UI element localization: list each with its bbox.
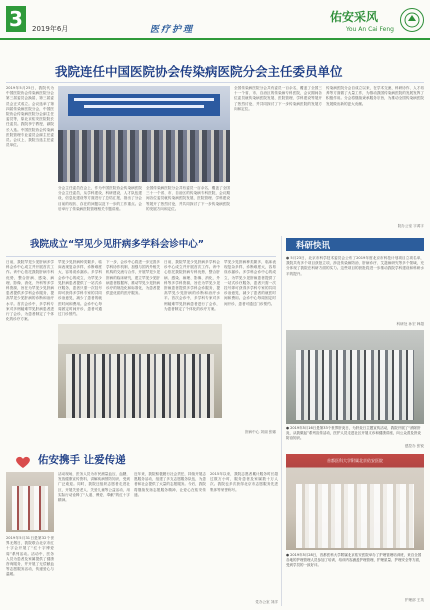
headline-divider xyxy=(6,82,424,83)
main-article-col5: 传染病医院分会自成立以来，在学术交流、科研协作、人才培养等方面做了大量工作，为推动我国传染病医院的发展发挥了积极作用。分会将继续秉承服务宗旨，为推动全国传染病医院发展做出新的更大贡献。 xyxy=(326,86,424,106)
main-article-headline: 我院连任中国医院协会传染病医院分会主任委员单位 xyxy=(55,64,343,79)
main-article-col2: 分会主任委员在会上，作为中国医院协会传染病医院分会主任委员，从学科建设，科研建设，人才队伍建设，信息化建设等方面进行了总结汇报，指出了分会目前的现状、存在的问题以及下一步的工作重点。会后举行了传染病医院管理相关专题讲座。 xyxy=(58,186,142,211)
science-news-item3-signature: 护理部 王英 xyxy=(404,598,424,602)
youan-article-col3: 近年来，我院积极履行社会责任，持续开展志愿服务活动，组建了多支志愿服务队伍，为患者和社会提供了大量的志愿服务。今后，我院将继续发扬志愿服务精神，让爱心在佑安传递。 xyxy=(134,472,206,497)
column-separator xyxy=(281,236,282,606)
science-news-item2-signature: 感控办 张锐 xyxy=(404,444,424,448)
main-article-col3: 全国传染病医院分会共有委员一百余名，覆盖了全国三十一个省、市、自治区的传染病专科医院，会议期间各位委员就传染病医院发展、医院管理、学科建设等展开了热烈讨论，并共同探讨了下一步传染病医院的发展方向和定位。 xyxy=(146,186,230,211)
volunteer-photo xyxy=(6,472,54,532)
hepatic-article-signature: 肝病中心 刘丽 张娜 xyxy=(244,430,276,434)
science-news-title: 科研快讯 xyxy=(296,241,331,251)
main-article-signature: 院办公室 宇鸿宇 xyxy=(397,224,424,228)
page-number: 3 xyxy=(6,6,26,32)
hepatic-article-headline: 我院成立“罕见少见肝病多学科会诊中心” xyxy=(30,239,204,250)
main-article-col4: 全国传染病医院分会共有委员一百余名，覆盖了全国三十一个省、市、自治区的传染病专科医院，会议期间各位委员就传染病医院发展、医院管理、学科建设等展开了热烈讨论，并共同探讨了下一步传染病医院的发展方向和定位。 xyxy=(234,86,322,111)
youan-article-headline: 佑安携手 让爱传递 xyxy=(38,454,126,466)
heart-hands-icon xyxy=(14,454,32,468)
section-title: 医疗护理 xyxy=(150,25,195,35)
nursing-training-banner-text: 首都医科大学附属北京佑安医院 xyxy=(327,458,383,463)
nursing-training-photo xyxy=(286,454,424,550)
youan-article-col2: 活动现场，医务人员为市民测量血压、血糖，发放健康宣传资料，讲解疾病预防知识，受到广泛欢迎。同时，我院还组织志愿者走进社区，开展关爱老人、关爱儿童等公益活动，用实际行动诠释了“人道、博爱、奉献”的红十字精神。 xyxy=(58,472,130,503)
newspaper-brand: 佑安采风 xyxy=(330,10,379,24)
hepatic-article-col4: 日前，我院罕见少见肝病多学科会诊中心成立并开展首次工作。该中心依托我院肝病专科优势，整合肝病、感染、病理、影像、消化、外科等多学科资源，旨在为罕见少见肝病患者提供多学科会诊服务，提高罕见少见肝病的诊断和治疗水平。首次会诊中，多学科专家对多例疑难罕见肝病患者进行了会诊，为患者制定了个体化的诊疗方案。 xyxy=(164,260,220,311)
youan-article-col1: 2019年5月31日是第32个世界无烟日，我院联合北京市红十字会开展了“红十字博爱周”系列活动。活动中，医务人员为患者及家属提供了健康咨询服务，并开展了无偿献血等志愿服务活动，传递爱心与温暖。 xyxy=(6,536,54,577)
hepatitis-day-photo xyxy=(286,330,424,424)
issue-date: 2019年6月 xyxy=(32,25,69,33)
hospital-logo-icon xyxy=(400,8,424,32)
newspaper-brand-subtitle: You An Cai Feng xyxy=(346,26,394,33)
science-news-item1-signature: 科研处 孙宏 韩超 xyxy=(396,322,424,326)
youan-article-signature: 党办公室 刘洋 xyxy=(255,600,278,604)
hepatic-article-col1: 日前，我院罕见少见肝病多学科会诊中心成立并开展首次工作。该中心依托我院肝病专科优势，整合肝病、感染、病理、影像、消化、外科等多学科资源，旨在为罕见少见肝病患者提供多学科会诊服务，提高罕见少见肝病的诊断和治疗水平。首次会诊中，多学科专家对多例疑难罕见肝病患者进行了会诊，为患者制定了个体化的诊疗方案。 xyxy=(6,260,54,322)
youan-article-col4: 2015年以来，我院志愿者累计服务时长超过数万小时，服务患者及家属数十万人次。我院也多次获得北京市志愿服务先进集体等荣誉称号。 xyxy=(210,472,278,492)
science-news-item2-caption: ● 2019年5月16日是第33个世界肝炎日，为肝炎日主题宣传活动，我院开展了“消除肝炎，从我做起”系列宣传活动，医护人员走进社区开展义诊和健康讲座，向公众普及肝炎防治知识。 xyxy=(286,426,421,440)
main-article-col1: 2019年5月25日，我院代为中国医院协会传染病医院分会第三届委员会换届，第三届委员会正式成立。会议选举了第四届传染病医院分会，中国医院协会传染病医院分会副主任委员等，原北京佑安医院院长任委员。我院李宁教授，副院长入选。中国医院协会传染病医院管理专业委员会副主任委员。会议上，我院当选主任委员单位。 xyxy=(6,86,54,148)
header-divider xyxy=(0,38,430,40)
science-news-item3-caption: ● 2019年5月28日，首都医科大学附属北京佑安医院举办了护理管理培训班，来自全国各地的护理管理人员参加了培训，培训内容涵盖护理管理、护理质量、护理安全等方面，受到学员的一致好评。 xyxy=(286,553,423,567)
hepatic-article-col2: 罕见少见肝病种类繁多，临床表现复杂多样，诊断难度大，容易误诊漏诊。多学科会诊中心的成立，为罕见少见肝病患者提供了一站式诊疗服务，患者只需一次挂号即可获得多学科专家的共同诊治意见，减少了患者的就医时间和费用。会诊中心每周固定时间开诊，患者可通过门诊预约。 xyxy=(58,260,102,317)
consultation-team-photo xyxy=(58,324,222,418)
meeting-group-photo xyxy=(58,86,230,182)
headline-divider xyxy=(6,256,276,257)
hepatic-article-col5: 罕见少见肝病种类繁多，临床表现复杂多样，诊断难度大，容易误诊漏诊。多学科会诊中心的成立，为罕见少见肝病患者提供了一站式诊疗服务，患者只需一次挂号即可获得多学科专家的共同诊治意见，减少了患者的就医时间和费用。会诊中心每周固定时间开诊，患者可通过门诊预约。 xyxy=(224,260,276,306)
science-news-item1: ● 5月23日，北京市科学技术委员会公布了2019年度北京市科技计划项目立项名单，我院共有多个项目获批立项，涉及传染病防治、肝病诊疗、艾滋病研究等多个领域，充分体现了我院在科研方面的实力。这些项目的获批将进一步推动我院学科建设和科研水平的提升。 xyxy=(286,256,424,276)
hepatic-article-col3: 下一步，会诊中心将进一步完善多学科协作机制，加强与国内外相关机构的交流与合作，开展罕见少见肝病的临床研究，建立罕见少见肝病患者数据库，推动罕见少见肝病诊疗的规范化和标准化，为患者提供更优质的医疗服务。 xyxy=(106,260,160,296)
